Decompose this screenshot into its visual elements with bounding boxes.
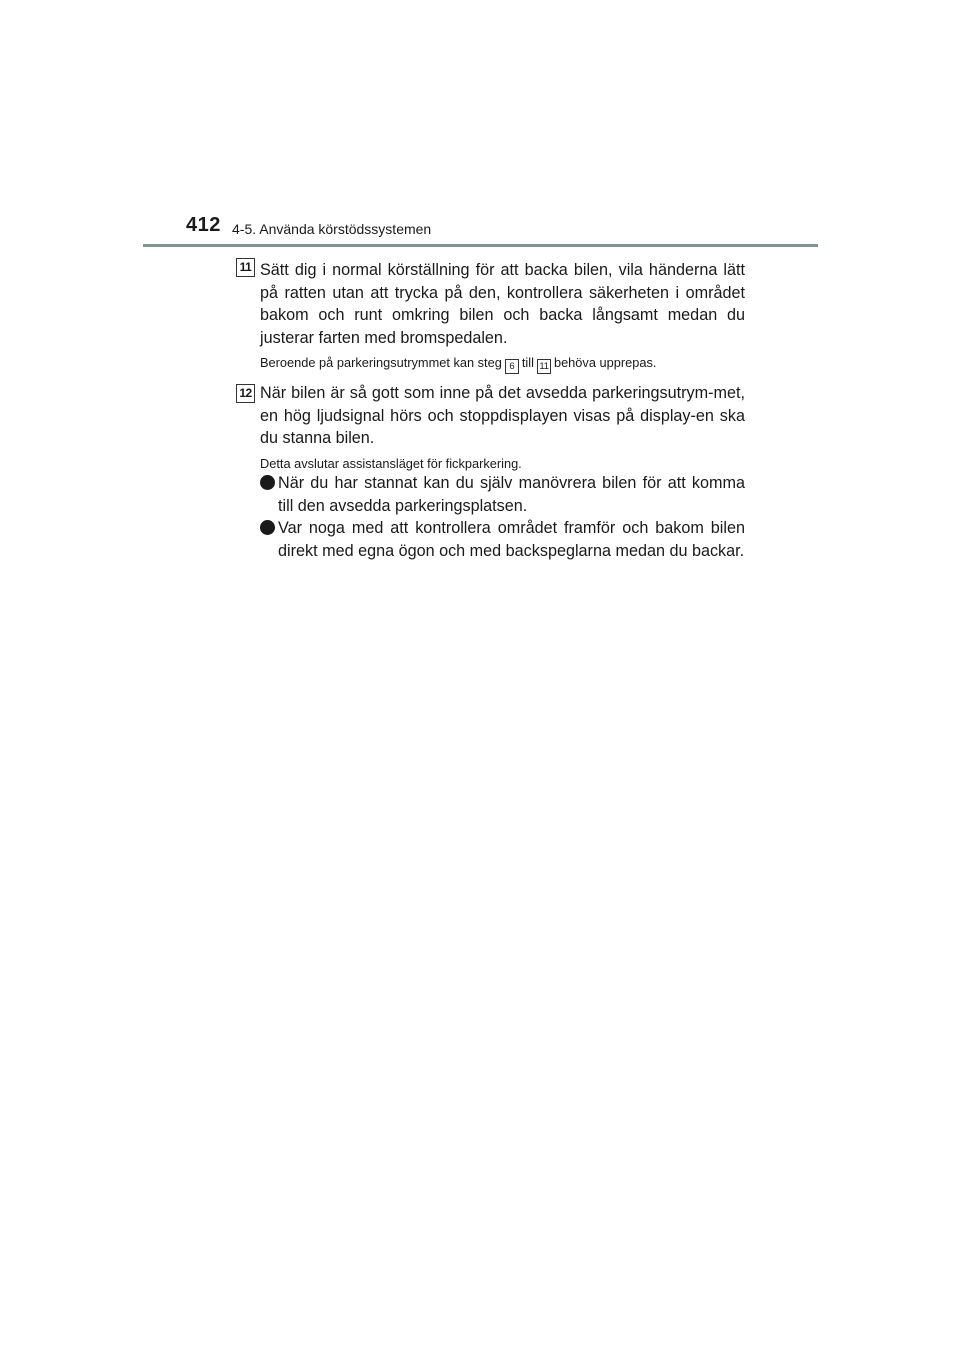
bullet-text: När du har stannat kan du själv manövrera bilen för att komma till den avsedda parkeringsplatsen. [278,474,745,515]
bullet-item [260,517,745,562]
note-text-after: behöva upprepas. [553,355,657,370]
bullet-icon [260,520,275,535]
step-badge-11: 11 [236,258,255,277]
step-badge-12: 12 [236,384,255,403]
inline-step-badge-11: 11 [537,359,551,374]
note-text-before: Beroende på parkeringsutrymmet kan steg [260,355,502,370]
header-rule [143,244,818,247]
step-11-text: Sätt dig i normal körställning för att backa bilen, vila händerna lätt på ratten utan att trycka på den, kontrollera säkerheten i området bakom och runt omkring bilen och backa långsamt medan du justerar farten med bromspedalen. [260,261,745,348]
page-number: 412 [186,214,221,236]
step-12-note: Detta avslutar assistansläget för fickparkering. [260,456,522,471]
note-text-middle: till [521,355,534,370]
section-title: 4-5. Använda körstödssystemen [232,221,432,237]
step-12-text: När bilen är så gott som inne på det avsedda parkeringsutrym-met, en hög ljudsignal hörs och stoppdisplayen visas på display-en ska du stanna bilen. [260,384,745,448]
inline-step-badge-6: 6 [505,359,519,374]
bullet-item [260,472,745,517]
bullet-icon [260,475,275,490]
step-11-note [260,354,750,374]
bullet-text: Var noga med att kontrollera området framför och bakom bilen direkt med egna ögon och med backspeglarna medan du backar. [278,519,745,560]
